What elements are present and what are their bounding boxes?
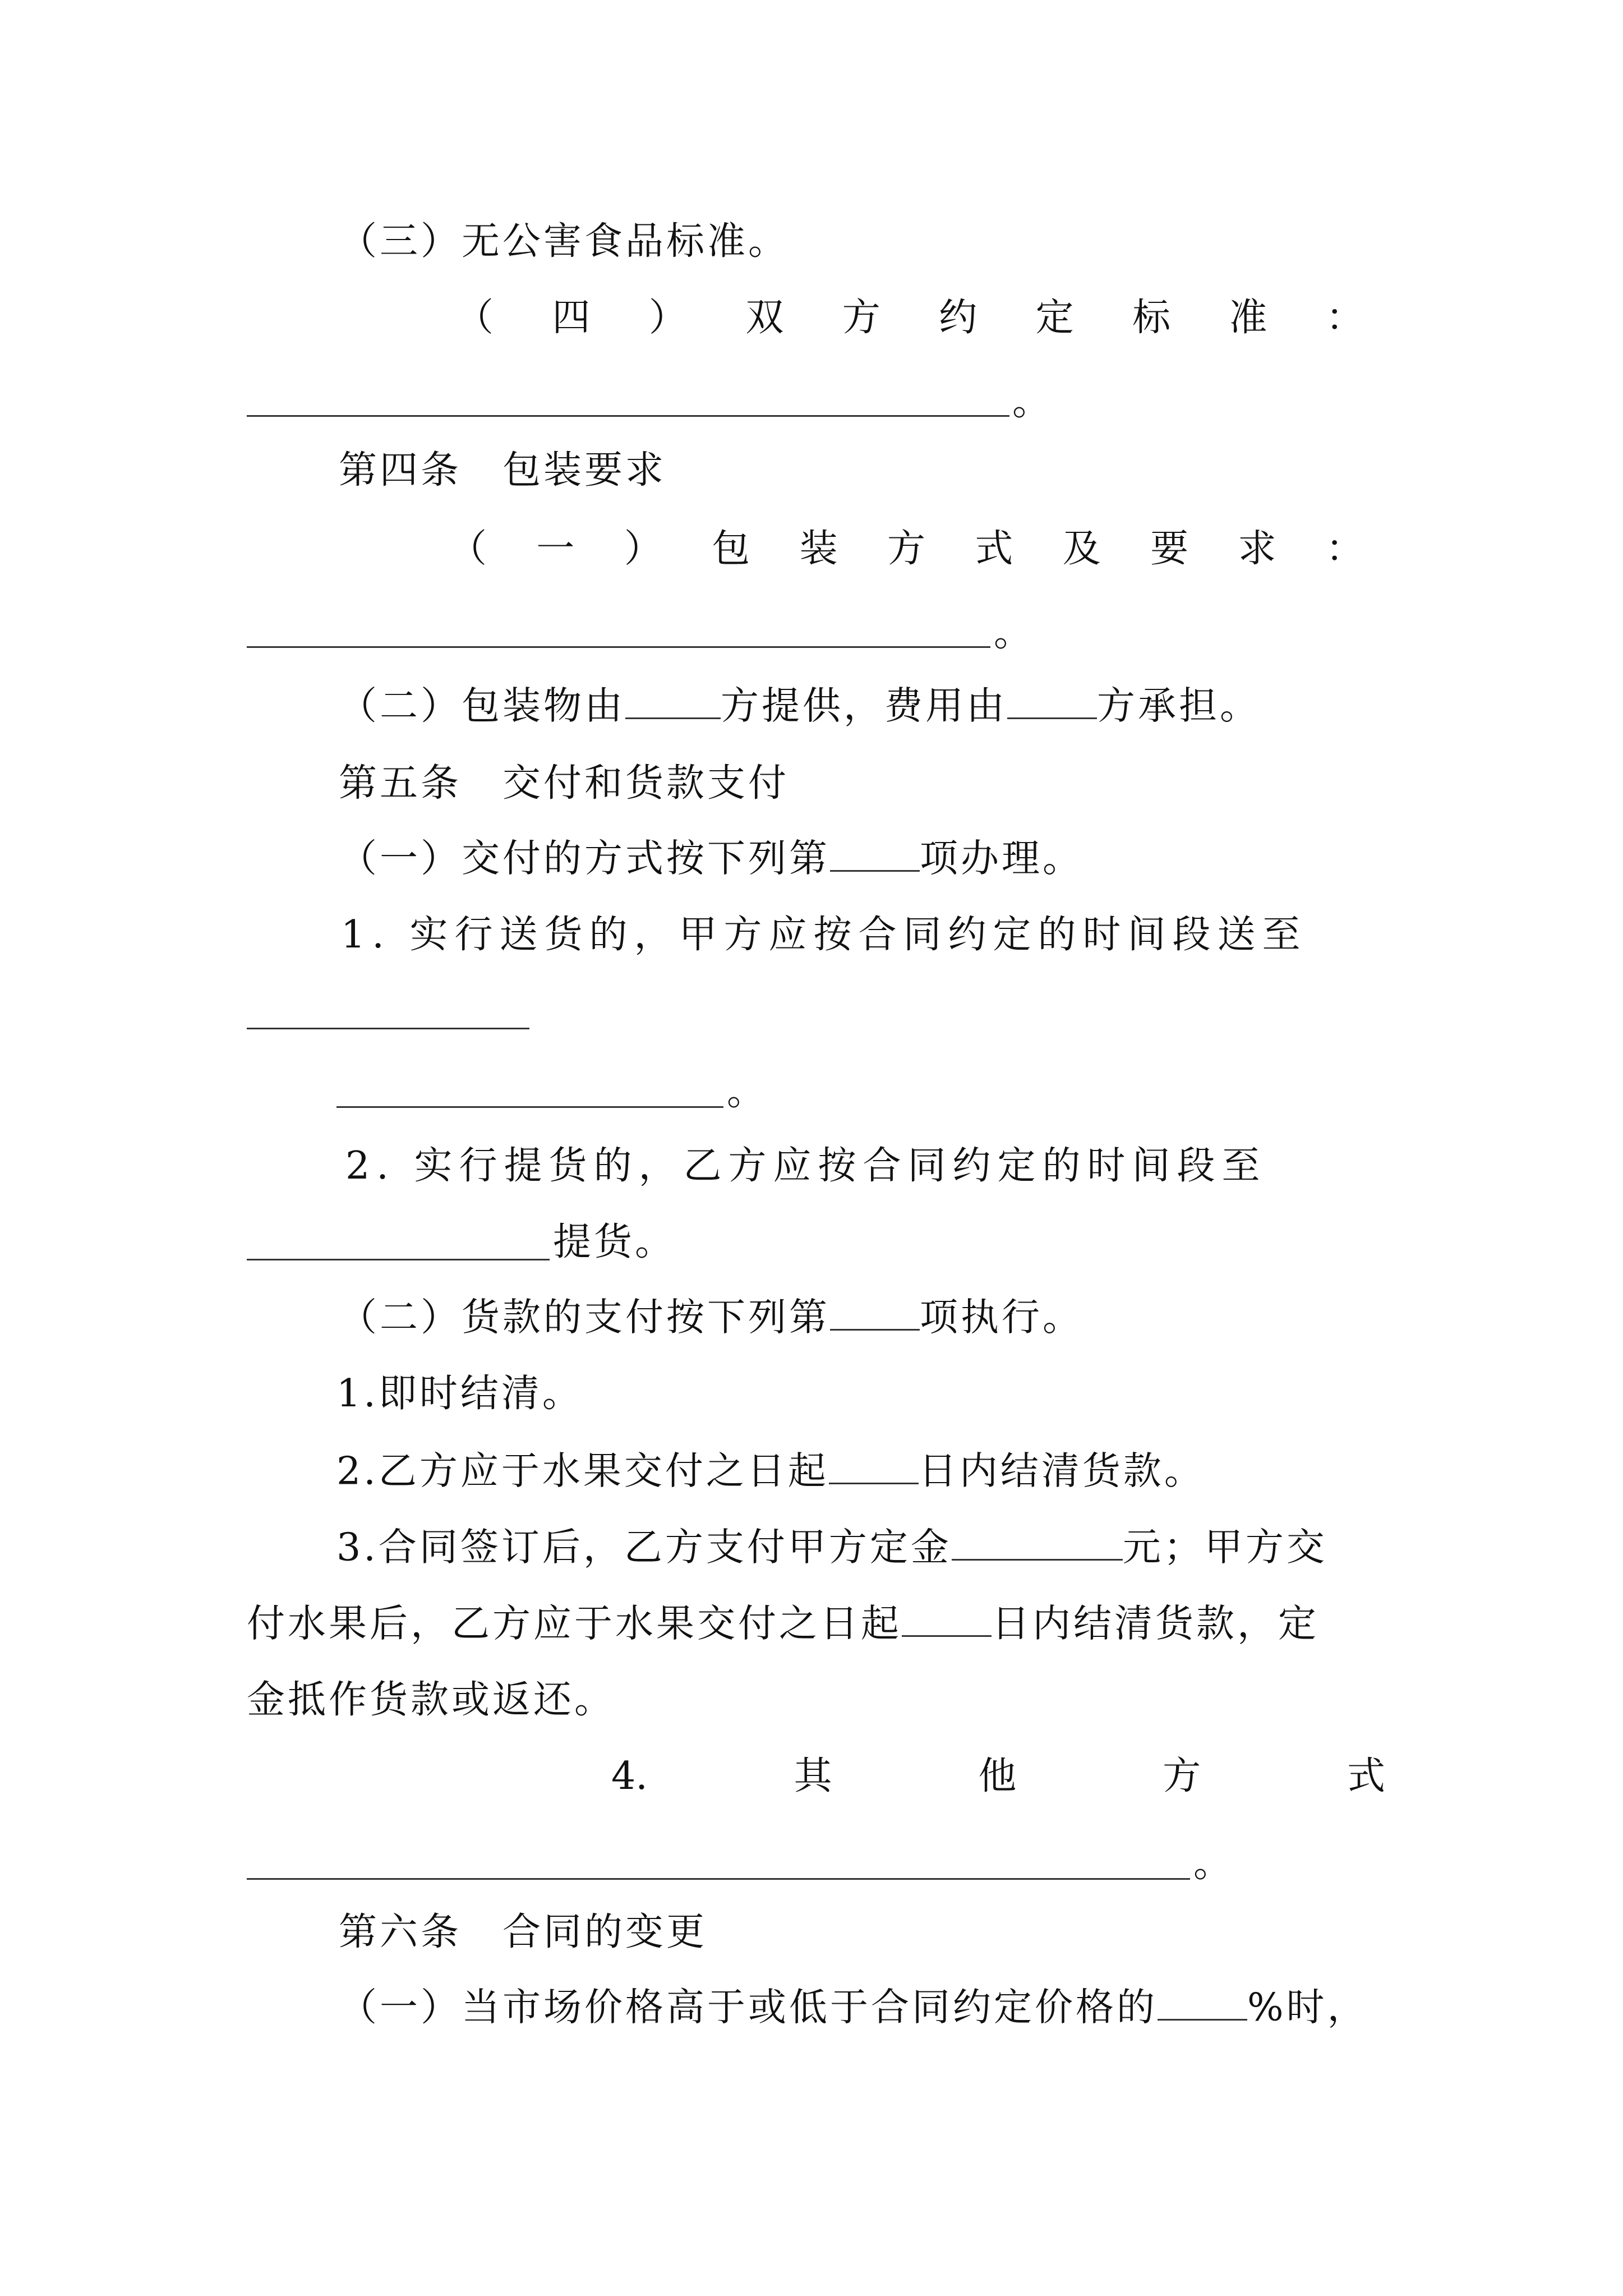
article-4-heading: 第四条 包装要求 bbox=[339, 448, 667, 493]
text: 3.合同签订后，乙方支付甲方定金 bbox=[336, 1525, 952, 1570]
char: 方 bbox=[887, 527, 925, 571]
char: （ bbox=[449, 527, 487, 571]
clause-3-item-3: （三）无公害食品标准。 bbox=[339, 219, 790, 264]
text: 方提供，费用由 bbox=[721, 684, 1008, 729]
period: 。 bbox=[994, 611, 1035, 655]
period: 。 bbox=[1193, 1842, 1235, 1886]
blank-delivery-option[interactable] bbox=[830, 834, 920, 872]
char: （ bbox=[455, 296, 494, 340]
clause-5-item-1 bbox=[339, 834, 1083, 884]
char: 装 bbox=[799, 527, 838, 571]
char: 式 bbox=[975, 527, 1013, 571]
blank-delivery-place[interactable] bbox=[247, 1028, 529, 1029]
blank-packaging-provider[interactable] bbox=[625, 681, 721, 719]
text: （二）货款的支付按下列第 bbox=[339, 1295, 831, 1340]
char: 要 bbox=[1150, 527, 1189, 571]
char: 式 bbox=[1347, 1754, 1385, 1798]
char: 求 bbox=[1238, 527, 1276, 571]
payment-option-3-cont bbox=[247, 1599, 1319, 1649]
blank-delivery-place-cont[interactable] bbox=[336, 1106, 723, 1108]
char: 及 bbox=[1062, 527, 1101, 571]
clause-6-item-1 bbox=[339, 1982, 1368, 2033]
text: 日内结清货款，定 bbox=[992, 1602, 1320, 1646]
blank-other-payment[interactable] bbox=[247, 1878, 1190, 1880]
char: 包 bbox=[712, 527, 750, 571]
char: 四 bbox=[552, 296, 591, 340]
payment-option-4-justified bbox=[611, 1751, 1385, 1802]
clause-3-item-4-justified bbox=[455, 293, 1364, 343]
char: ） bbox=[648, 296, 687, 340]
char: 双 bbox=[745, 296, 784, 340]
text: 日内结清货款。 bbox=[918, 1449, 1205, 1494]
clause-4-item-2 bbox=[339, 681, 1261, 731]
delivery-option-2: 2. 实行提货的，乙方应按合同约定的时间段至 bbox=[345, 1144, 1267, 1188]
period: 。 bbox=[1012, 380, 1054, 424]
article-6-heading: 第六条 合同的变更 bbox=[339, 1910, 708, 1954]
clause-5-item-2 bbox=[339, 1292, 1083, 1343]
blank-settlement-days[interactable] bbox=[829, 1446, 919, 1484]
payment-option-3-end: 金抵作货款或返还。 bbox=[247, 1678, 616, 1722]
blank-payment-option[interactable] bbox=[830, 1292, 920, 1331]
blank-price-percent[interactable] bbox=[1158, 1982, 1247, 2021]
char: 4. bbox=[611, 1754, 648, 1798]
char: 定 bbox=[1035, 296, 1074, 340]
payment-option-2 bbox=[336, 1446, 1205, 1497]
char: 一 bbox=[536, 527, 575, 571]
text: 元；甲方交 bbox=[1122, 1525, 1327, 1570]
period: 。 bbox=[727, 1070, 768, 1114]
text: 付水果后，乙方应于水果交付之日起 bbox=[247, 1602, 902, 1646]
clause-4-item-1-justified bbox=[449, 524, 1364, 574]
payment-option-1: 1.即时结清。 bbox=[336, 1372, 583, 1416]
blank-pickup-place[interactable] bbox=[247, 1259, 550, 1260]
blank-settlement-days-2[interactable] bbox=[902, 1599, 992, 1637]
article-5-heading: 第五条 交付和货款支付 bbox=[339, 761, 790, 806]
text: 项执行。 bbox=[920, 1295, 1084, 1340]
blank-agreed-standard[interactable] bbox=[247, 415, 1009, 417]
char: 他 bbox=[978, 1754, 1017, 1798]
char: 约 bbox=[939, 296, 978, 340]
char: ： bbox=[1325, 296, 1364, 340]
char: ） bbox=[624, 527, 662, 571]
text: 2.乙方应于水果交付之日起 bbox=[336, 1449, 829, 1494]
text: （一）交付的方式按下列第 bbox=[339, 836, 831, 881]
text: 项办理。 bbox=[920, 836, 1084, 881]
pickup-text: 提货。 bbox=[553, 1220, 676, 1264]
text: （一）当市场价格高于或低于合同约定价格的 bbox=[339, 1985, 1158, 2030]
char: 标 bbox=[1132, 296, 1171, 340]
text: 方承担。 bbox=[1097, 684, 1261, 729]
payment-option-3 bbox=[336, 1522, 1327, 1573]
char: 方 bbox=[1163, 1754, 1201, 1798]
text: %时， bbox=[1247, 1985, 1368, 2030]
char: ： bbox=[1325, 527, 1364, 571]
delivery-option-1: 1. 实行送货的，甲方应按合同约定的时间段送至 bbox=[341, 913, 1307, 957]
blank-cost-bearer[interactable] bbox=[1007, 681, 1097, 719]
text: （二）包装物由 bbox=[339, 684, 626, 729]
char: 其 bbox=[794, 1754, 832, 1798]
char: 方 bbox=[842, 296, 880, 340]
char: 准 bbox=[1229, 296, 1267, 340]
blank-deposit-amount[interactable] bbox=[952, 1522, 1123, 1561]
blank-packaging-method[interactable] bbox=[247, 646, 990, 648]
